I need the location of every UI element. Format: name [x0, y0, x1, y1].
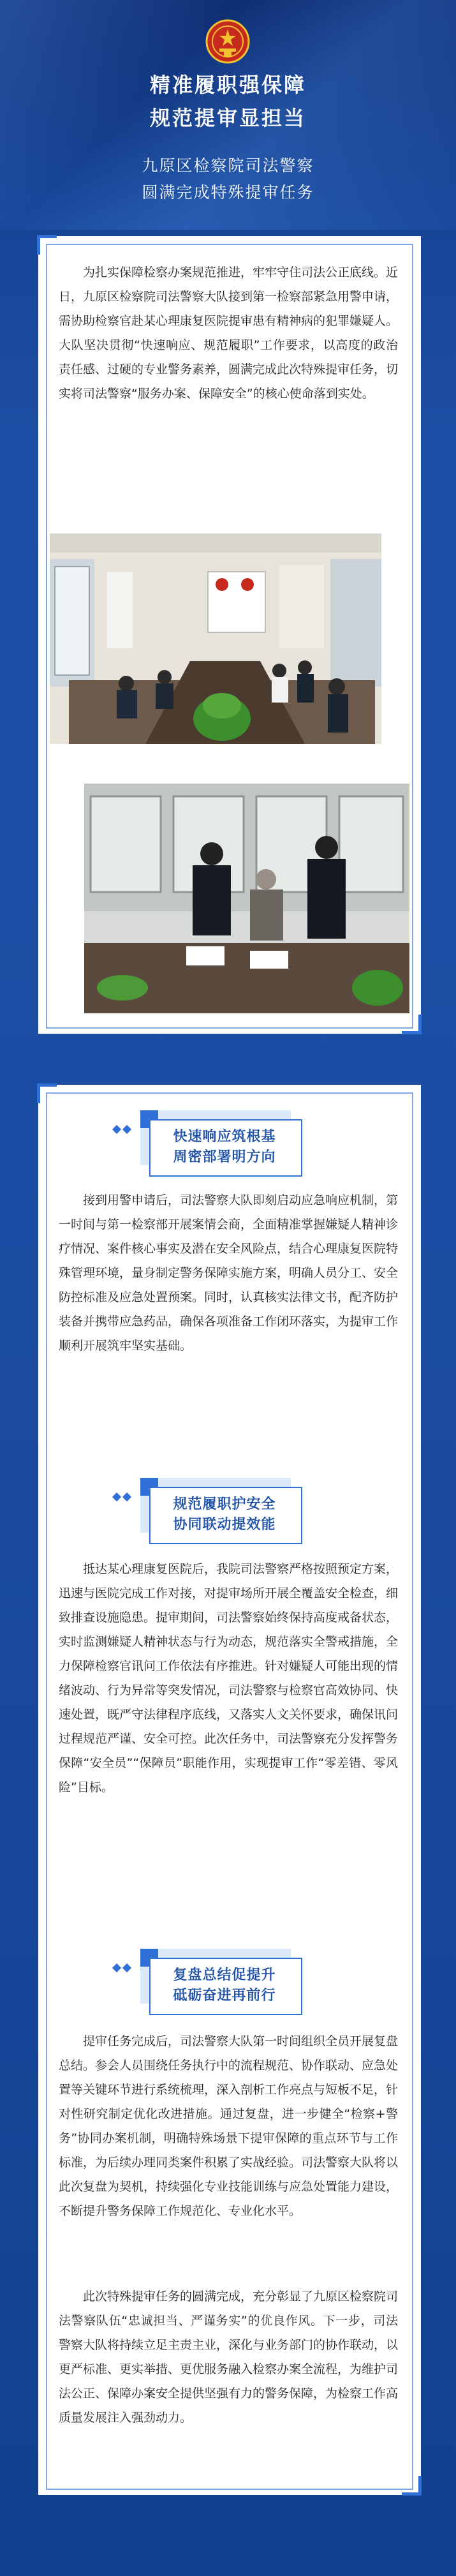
closing-paragraph: 此次特殊提审任务的圆满完成，充分彰显了九原区检察院司法警察队伍“忠诚担当、严谨务实”的优良作风。下一步，司法警察大队将持续立足主责主业，深化与业务部门的协作联动，以更严标准、更实举措、更优服务融入检察办案全流程，为维护司法公正、保障办案安全提供坚强有力的警务保障，为检察工作高质量发展注入强劲动力。: [59, 2289, 399, 2425]
heading-dots-decoration: [114, 1123, 171, 1133]
meeting-room-photo: [50, 533, 381, 744]
quote-mark-icon: ”: [385, 635, 408, 680]
section-heading-line2: 砥砺奋进再前行: [173, 1988, 276, 2004]
section-heading-line2: 周密部署明方向: [173, 1149, 276, 1165]
section-paragraph-1: 接到用警申请后，司法警察大队即刻启动应急响应机制，第一时间与第一检察部开展案情会商，全面精准掌握嫌疑人精神诊疗情况、案件核心事实及潜在安全风险点，结合心理康复医院特殊管理环境，量身制定警务保障实施方案，明确人员分工、安全防控标准及应急处置预案。同时，认真核实法律文书，配齐防护装备并携带应急药品，确保各项准备工作闭环落实，为提审工作顺利开展筑牢坚实基础。: [59, 1193, 399, 1353]
corner-decoration: [37, 235, 57, 255]
corner-decoration: [402, 1015, 422, 1034]
section-heading-1: [140, 1110, 300, 1174]
corner-decoration: [37, 1083, 57, 1103]
procuratorate-emblem-icon: [205, 19, 250, 64]
section-paragraph-2: 抵达某心理康复医院后，我院司法警察严格按照预定方案，迅速与医院完成工作对接，对提审场所开展全覆盖安全检查，细致排查设施隐患。提审期间，司法警察始终保持高度戒备状态，实时监测嫌疑人精神状态与行为动态，规范落实全警戒措施，全力保障检察官讯问工作依法有序推进。针对嫌疑人可能出现的情绪波动、行为异常等突发情况，司法警察与检察官高效协同、快速处置，既严守法律程序底线，又落实人文关怀要求，确保讯问过程规范严谨、安全可控。此次任务中，司法警察充分发挥警务保障“安全员”“保障员”职能作用，实现提审工作“零差错、零风险”目标。: [59, 1562, 399, 1794]
section-heading-2: [140, 1478, 300, 1542]
page-title-line1: 精准履职强保障: [149, 73, 306, 97]
page-subtitle-line1: 九原区检察院司法警察: [142, 156, 314, 175]
heading-dots-decoration: [114, 1491, 171, 1501]
heading-dots-decoration: [114, 1962, 171, 1972]
section-heading-3: [140, 1949, 300, 2013]
page-title-line2: 规范提审显担当: [149, 106, 306, 130]
section-heading-line1: 规范履职护安全: [173, 1496, 276, 1512]
interrogation-photo: [84, 784, 409, 1013]
header-banner: [0, 0, 456, 230]
section-heading-line2: 协同联动提效能: [173, 1517, 276, 1533]
section-paragraph-3: 提审任务完成后，司法警察大队第一时间组织全员开展复盘总结。参会人员围绕任务执行中的流程规范、协作联动、应急处置等关键环节进行系统梳理，深入剖析工作亮点与短板不足，针对性研究制定优化改进措施。通过复盘，进一步健全“检察+警务”协同办案机制，明确特殊场景下提审保障的重点环节与工作标准，为后续办理同类案件积累了实战经验。司法警察大队将以此次复盘为契机，持续强化专业技能训练与应急处置能力建设，不断提升警务保障工作规范化、专业化水平。: [59, 2034, 399, 2218]
corner-decoration: [402, 2476, 422, 2496]
section-heading-line1: 快速响应筑根基: [173, 1129, 276, 1145]
intro-paragraph: 为扎实保障检察办案规范推进，牢牢守住司法公正底线。近日，九原区检察院司法警察大队接到第一检察部紧急用警申请，需协助检察官赴某心理康复医院提审患有精神病的犯罪嫌疑人。大队坚决贯彻“快速响应、规范履职”工作要求，以高度的政治责任感、过硬的专业警务素养，圆满完成此次特殊提审任务，切实将司法警察“服务办案、保障安全”的核心使命落到实处。: [59, 265, 399, 401]
section-heading-line1: 复盘总结促提升: [173, 1967, 276, 1983]
page-subtitle-line2: 圆满完成特殊提审任务: [142, 183, 314, 202]
